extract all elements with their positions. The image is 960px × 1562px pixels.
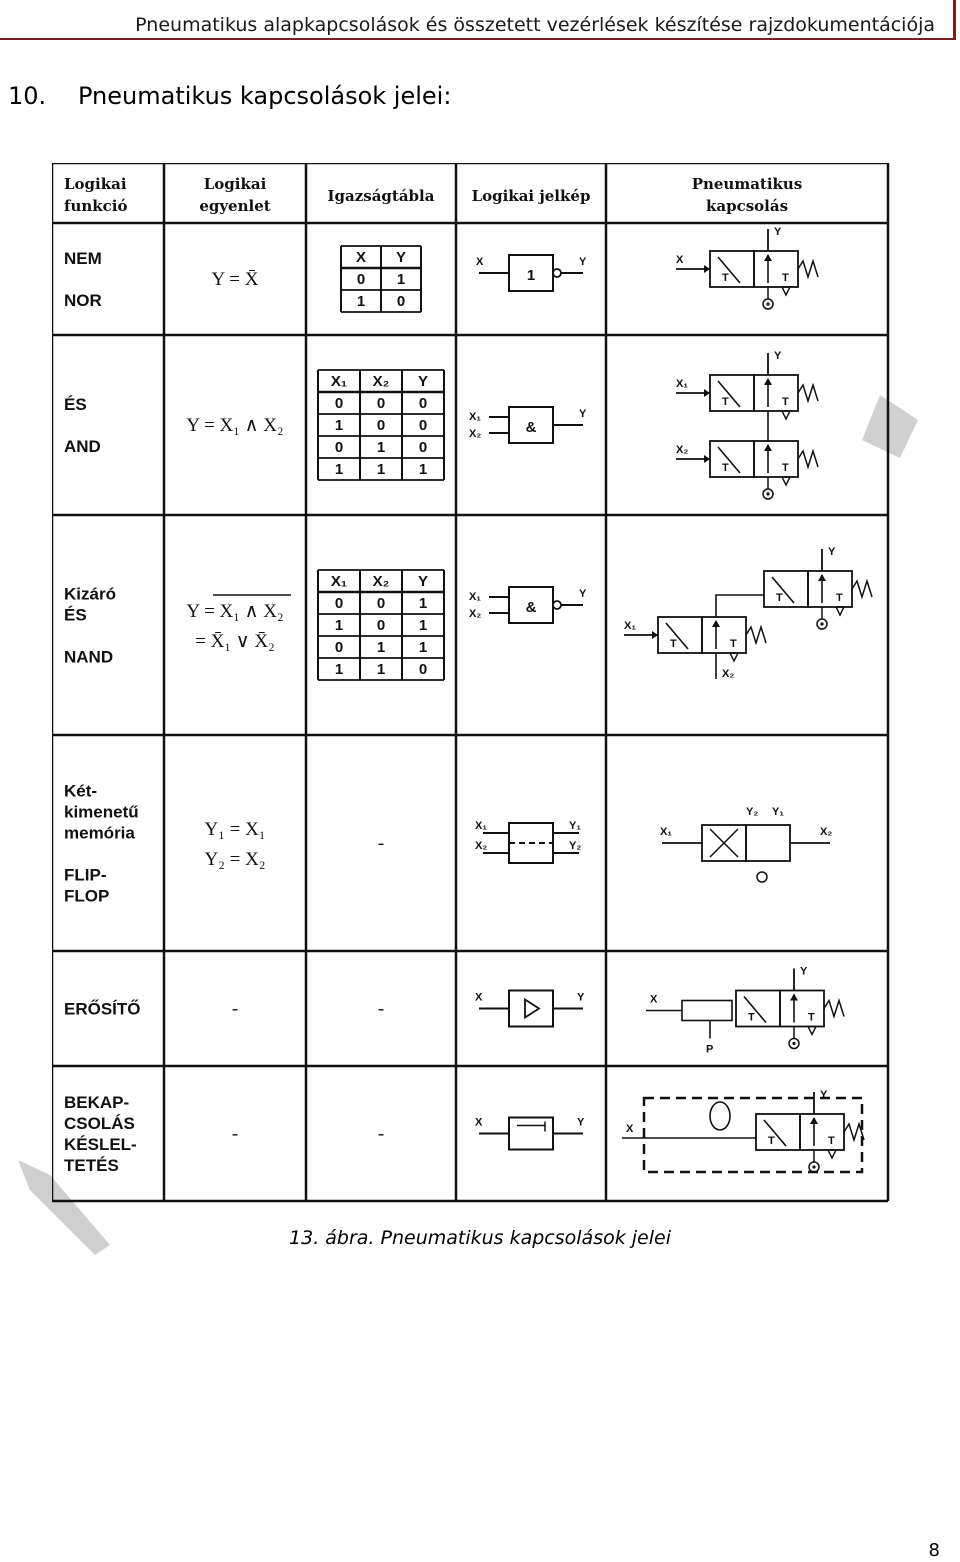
valve-arrow	[764, 254, 772, 261]
function-label: kimenetű	[64, 802, 139, 822]
tt-header: X₂	[372, 373, 390, 390]
tt-cell: 1	[334, 617, 344, 634]
valve-symbol	[756, 1089, 864, 1172]
tt-cell: 1	[418, 617, 428, 634]
valve-exhaust	[782, 477, 790, 485]
tt-cell: 1	[376, 661, 386, 678]
logic-gate-symbol	[476, 255, 587, 291]
valve-input-label: X	[676, 254, 684, 266]
valve-arrow	[810, 1117, 818, 1124]
tt-header: X	[355, 249, 367, 266]
valve-spring	[798, 261, 818, 277]
table-grid	[52, 163, 888, 1201]
delay-output-label: Y	[577, 1116, 585, 1129]
gate-label: &	[525, 419, 537, 436]
gate-output-label: Y	[579, 588, 587, 600]
equation-line: Y = X₁ ∧ X₂	[186, 415, 284, 436]
valve-output-label: Y	[774, 350, 782, 362]
page-number: 8	[928, 1540, 940, 1561]
valve-link	[716, 595, 764, 617]
function-label: FLIP-	[64, 865, 107, 885]
tt-header: X₂	[372, 573, 390, 590]
amplifier-x-label: X	[650, 993, 658, 1006]
header-cell: Logikai	[203, 175, 267, 193]
tt-cell: 1	[334, 661, 344, 678]
valve-supply-dot	[812, 1165, 815, 1168]
valve-supply	[757, 872, 767, 882]
flipflop-input-label: X₂	[475, 840, 488, 852]
amplifier-p-label: P	[706, 1043, 714, 1056]
equation-line: Y₂ = X₂	[204, 849, 266, 870]
flipflop-output-label: Y₁	[569, 820, 581, 832]
valve-t-label: T	[722, 462, 729, 474]
tt-header: Y	[417, 373, 429, 390]
gate-input-label: X	[476, 256, 484, 268]
valve-arrow	[790, 994, 798, 1001]
tt-cell: 0	[376, 595, 386, 612]
amplifier-output-label: Y	[577, 991, 585, 1004]
function-label: BEKAP-	[64, 1093, 130, 1112]
valve-t-label: T	[722, 396, 729, 408]
tt-cell: 0	[418, 661, 428, 678]
header-cell: Igazságtábla	[327, 187, 435, 205]
amplifier-box	[509, 991, 553, 1027]
tt-cell: 0	[418, 395, 428, 412]
truth-dash: -	[377, 833, 385, 854]
gate-invert-circle	[553, 601, 561, 609]
tt-cell: 0	[418, 439, 428, 456]
function-label: CSOLÁS	[64, 1114, 135, 1133]
amplifier-input-label: X	[475, 991, 483, 1004]
valve-output-label: Y	[820, 1089, 828, 1101]
valve-t-label: T	[808, 1011, 815, 1024]
equation-dash: -	[231, 998, 239, 1020]
valve-symbol	[624, 617, 766, 661]
valve-box	[710, 441, 754, 477]
valve-control-arrow	[652, 631, 658, 639]
valve-exhaust	[782, 411, 790, 419]
valve-t-label: T	[670, 638, 677, 650]
function-label: KÉSLEL-	[64, 1135, 137, 1154]
valve-control-arrow	[704, 265, 710, 273]
gate-input-label: X₁	[469, 591, 481, 603]
amplifier-symbol	[475, 991, 585, 1027]
valve-output-label: Y	[774, 226, 782, 238]
tt-cell: 0	[418, 417, 428, 434]
valve-spring	[798, 385, 818, 401]
function-label: TETÉS	[64, 1156, 119, 1175]
valve-output-label: Y₂	[746, 806, 759, 818]
header-cell: egyenlet	[199, 197, 271, 215]
valve-exhaust	[730, 653, 738, 661]
valve-supply-dot	[820, 622, 823, 625]
valve-control-arrow	[704, 455, 710, 463]
amplifier-triangle	[525, 1000, 539, 1018]
tt-cell: 0	[376, 417, 386, 434]
table-headers	[64, 175, 802, 215]
table-svg	[52, 163, 890, 1203]
tt-cell: 0	[334, 595, 344, 612]
tt-cell: 1	[418, 595, 428, 612]
tt-header: X₁	[330, 373, 348, 390]
figure-caption: 13. ábra. Pneumatikus kapcsolások jelei	[289, 1227, 671, 1249]
tt-cell: 1	[396, 271, 406, 288]
tt-cell: 1	[418, 639, 428, 656]
function-label: Kizáró	[64, 584, 116, 604]
valve-t-label: T	[776, 592, 783, 604]
amplifier-stage	[682, 1001, 732, 1021]
tt-cell: 0	[334, 439, 344, 456]
valve-arrow	[764, 444, 772, 451]
tt-cell: 0	[376, 395, 386, 412]
valve-symbol	[764, 546, 872, 629]
valve-spring	[824, 1001, 844, 1017]
gate-invert-circle	[553, 269, 561, 277]
gate-output-label: Y	[579, 408, 587, 420]
valve-t-label: T	[782, 272, 789, 284]
valve-arrow	[764, 378, 772, 385]
valve-supply-dot	[766, 492, 769, 495]
tt-cell: 1	[356, 293, 366, 310]
function-label: ERŐSÍTŐ	[64, 999, 141, 1019]
valve-spring	[798, 451, 818, 467]
function-label: NOR	[64, 291, 102, 310]
tt-cell: 0	[376, 617, 386, 634]
truth-table	[341, 246, 421, 312]
header-cell: funkció	[64, 197, 128, 215]
truth-table	[318, 570, 444, 680]
table-rows	[64, 226, 872, 1175]
logic-symbols-table	[52, 163, 890, 1203]
function-label: ÉS	[64, 395, 87, 414]
equation-line: = X̄₁ ∨ X̄₂	[195, 631, 275, 652]
table-row	[64, 226, 818, 312]
valve-exhaust	[808, 1027, 816, 1035]
valve-box	[754, 251, 798, 287]
table-row	[64, 782, 832, 906]
gate-label: 1	[526, 267, 536, 284]
function-label: NEM	[64, 249, 102, 268]
tt-cell: 1	[334, 417, 344, 434]
valve-t-label: T	[828, 1135, 835, 1147]
valve-symbol	[676, 350, 818, 419]
tt-header: Y	[417, 573, 429, 590]
valve-symbol	[736, 966, 844, 1049]
valve-exhaust	[828, 1150, 836, 1158]
function-label: ÉS	[64, 605, 87, 625]
truth-dash: -	[377, 1123, 385, 1145]
logic-gate-symbol	[469, 587, 587, 623]
valve-box	[702, 617, 746, 653]
valve-input-label: X₁	[660, 826, 672, 838]
tt-header: X₁	[330, 573, 348, 590]
valve-output-label: Y	[800, 965, 808, 978]
valve-box	[710, 375, 754, 411]
tt-header: Y	[395, 249, 407, 266]
valve-spring	[746, 627, 766, 643]
function-label: memória	[64, 823, 135, 843]
valve-box	[808, 571, 852, 607]
header-cell: Logikai jelkép	[471, 187, 591, 205]
tt-cell: 1	[376, 461, 386, 478]
gate-input-label: X₂	[469, 608, 482, 620]
valve-input-label: X₂	[676, 444, 689, 456]
valve-input-label: X₁	[624, 620, 636, 632]
valve-box	[756, 1114, 800, 1150]
valve-box	[800, 1114, 844, 1150]
header-cell: kapcsolás	[705, 197, 789, 215]
flipflop-symbol	[475, 820, 581, 863]
valve-box	[658, 617, 702, 653]
valve-box	[746, 825, 790, 861]
valve-t-label: T	[748, 1011, 755, 1024]
tt-cell: 1	[418, 461, 428, 478]
gate-input-label: X₁	[469, 411, 481, 423]
truth-dash: -	[377, 998, 385, 1020]
flipflop-valve	[660, 806, 832, 882]
table-row	[64, 966, 844, 1056]
logic-gate-symbol	[469, 407, 587, 443]
equation-line: Y = X₁ ∧ X₂	[186, 601, 284, 622]
valve-x2-label: X₂	[722, 668, 735, 680]
tt-cell: 0	[334, 639, 344, 656]
valve-box	[754, 375, 798, 411]
function-label: FLOP	[64, 886, 110, 906]
delay-x-label: X	[626, 1123, 634, 1135]
valve-output-label: Y₁	[772, 806, 784, 818]
valve-t-label: T	[722, 272, 729, 284]
tt-cell: 0	[334, 395, 344, 412]
valve-supply-dot	[766, 302, 769, 305]
valve-t-label: T	[782, 396, 789, 408]
header-cell: Pneumatikus	[691, 175, 803, 193]
valve-t-label: T	[836, 592, 843, 604]
function-label: NAND	[64, 647, 114, 667]
gate-output-label: Y	[579, 256, 587, 268]
valve-t-label: T	[782, 462, 789, 474]
valve-input-label: X₂	[820, 826, 833, 838]
valve-control-arrow	[704, 389, 710, 397]
valve-arrow	[818, 574, 826, 581]
gate-input-label: X₂	[469, 428, 482, 440]
flipflop-output-label: Y₂	[569, 840, 582, 852]
valve-exhaust	[836, 607, 844, 615]
valve-t-label: T	[768, 1135, 775, 1147]
function-label: AND	[64, 437, 101, 456]
table-row	[64, 1089, 864, 1175]
valve-box	[710, 251, 754, 287]
table-row	[64, 546, 872, 680]
tt-cell: 0	[356, 271, 366, 288]
valve-spring	[852, 581, 872, 597]
delay-symbol	[475, 1117, 585, 1150]
equation-line: Y₁ = X₁	[204, 819, 266, 840]
tt-cell: 1	[376, 439, 386, 456]
valve-symbol	[676, 441, 818, 499]
equation-line: Y = X̄	[211, 269, 259, 290]
tt-cell: 1	[334, 461, 344, 478]
valve-output-label: Y	[828, 546, 836, 558]
truth-table	[318, 370, 444, 480]
valve-input-label: X₁	[676, 378, 688, 390]
valve-box	[736, 991, 780, 1027]
section-number: 10.	[8, 82, 47, 110]
function-label: Két-	[64, 781, 98, 801]
valve-arrow	[712, 620, 720, 627]
tt-cell: 1	[376, 639, 386, 656]
delay-reservoir	[710, 1102, 730, 1130]
gate-label: &	[525, 599, 537, 616]
flipflop-input-label: X₁	[475, 820, 487, 832]
header-cell: Logikai	[64, 175, 127, 193]
delay-input-label: X	[475, 1116, 483, 1129]
header-title: Pneumatikus alapkapcsolások és összetett vezérlések készítése rajzdokumentációja	[135, 14, 935, 36]
valve-box	[780, 991, 824, 1027]
section-title: Pneumatikus kapcsolások jelei:	[78, 82, 452, 110]
valve-box	[764, 571, 808, 607]
valve-t-label: T	[730, 638, 737, 650]
valve-box	[754, 441, 798, 477]
valve-supply-dot	[792, 1042, 795, 1045]
valve-symbol	[676, 226, 818, 309]
equation-dash: -	[231, 1123, 239, 1145]
delay-box	[509, 1118, 553, 1150]
tt-cell: 0	[396, 293, 406, 310]
valve-exhaust	[782, 287, 790, 295]
table-row	[64, 350, 818, 499]
